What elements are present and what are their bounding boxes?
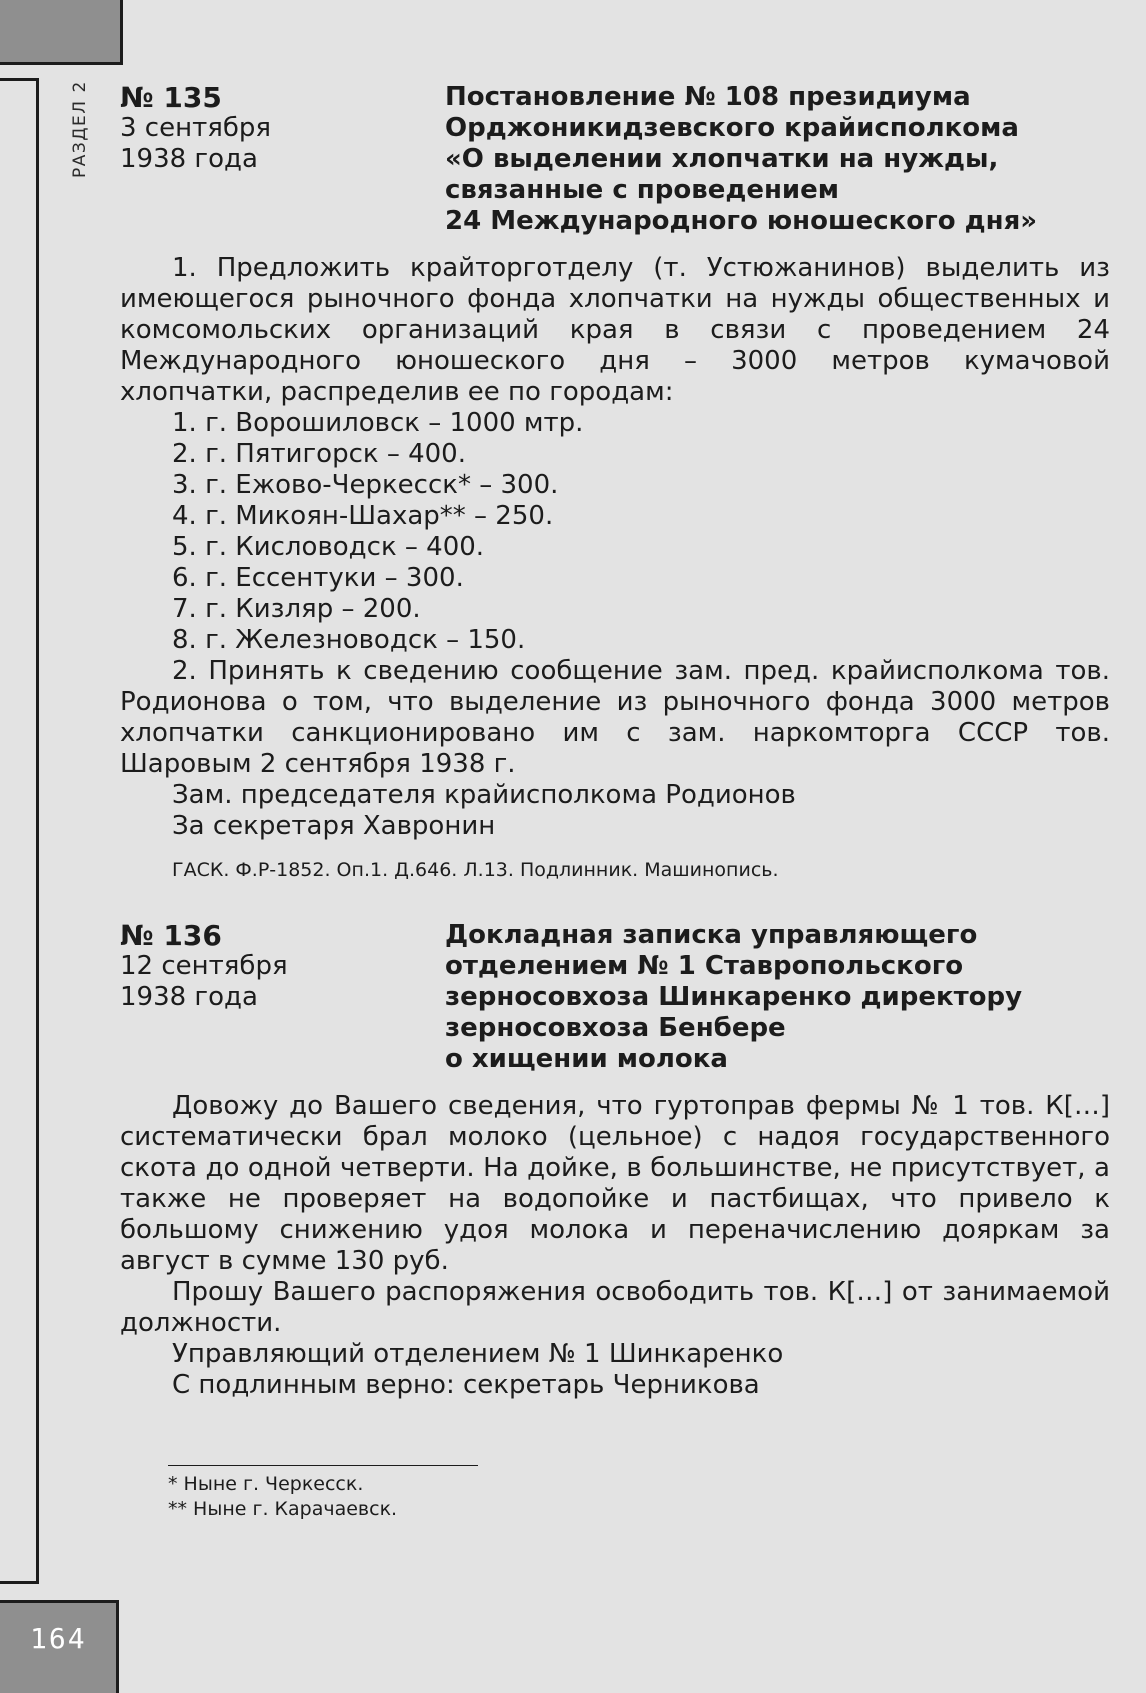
doc-135-title bbox=[445, 82, 1110, 237]
doc-135-date-day: 3 сентября bbox=[120, 113, 272, 143]
doc-136-title-line: отделением № 1 Ставропольского bbox=[445, 951, 964, 981]
doc-136-paragraph-1: Довожу до Вашего сведения, что гуртоправ фермы № 1 тов. К[…] систематически брал молоко (цельное) с надоя государственного скота до одной четверти. На дойке, в большинстве, не присутствует, а также не проверяет на водопойке и пастбищах, что привело к большому снижению удоя молока и переначислению дояркам за август в сумме 130 руб. bbox=[120, 1091, 1110, 1276]
doc-136-number: № 136 bbox=[120, 919, 222, 952]
doc-135-body bbox=[120, 253, 1110, 780]
doc-136-signature-1: Управляющий отделением № 1 Шинкаренко bbox=[172, 1339, 784, 1369]
doc-136-date-year: 1938 года bbox=[120, 982, 258, 1012]
doc-135-paragraph-2: 2. Принять к сведению сообщение зам. пред. крайисполкома тов. Родионова о том, что выделение из рыночного фонда 3000 метров хлопчатки санкционировано им с зам. наркомторга СССР тов. Шаровым 2 сентября 1938 г. bbox=[120, 656, 1110, 779]
doc-136-title-line: Докладная записка управляющего bbox=[445, 920, 978, 950]
doc-136-body bbox=[120, 1091, 1110, 1339]
section-label: РАЗДЕЛ 2 bbox=[70, 80, 90, 178]
doc-135-paragraph-1: 1. Предложить крайторготделу (т. Устюжанинов) выделить из имеющегося рыночного фонда хлопчатки на нужды общественных и комсомольских организаций края в связи с проведением 24 Международного юношеского дня – 3000 метров кумачовой хлопчатки, распределив ее по городам: bbox=[120, 253, 1110, 407]
footnote-divider bbox=[168, 1465, 478, 1466]
doc-136-meta bbox=[120, 920, 445, 1075]
doc-135-title-line: 24 Международного юношеского дня» bbox=[445, 206, 1038, 236]
doc-136-title-line: о хищении молока bbox=[445, 1044, 728, 1074]
list-item: 7. г. Кизляр – 200. bbox=[172, 594, 421, 624]
doc-135-title-line: Постановление № 108 президиума bbox=[445, 82, 971, 112]
doc-135-archive-reference: ГАСК. Ф.Р-1852. Оп.1. Д.646. Л.13. Подлинник. Машинопись. bbox=[172, 859, 779, 881]
list-item: 1. г. Ворошиловск – 1000 мтр. bbox=[172, 408, 584, 438]
doc-135-number: № 135 bbox=[120, 81, 222, 114]
doc-136-title-line: зерносовхоза Шинкаренко директору bbox=[445, 982, 1023, 1012]
side-frame bbox=[0, 78, 39, 1584]
doc-135-signature-1: Зам. председателя крайисполкома Родионов bbox=[172, 780, 796, 810]
list-item: 8. г. Железноводск – 150. bbox=[172, 625, 526, 655]
doc-135-title-line: «О выделении хлопчатки на нужды, bbox=[445, 144, 999, 174]
page-number: 164 bbox=[30, 1622, 87, 1655]
footnote: ** Ныне г. Карачаевск. bbox=[168, 1498, 398, 1520]
doc-135-title-line: связанные с проведением bbox=[445, 175, 840, 205]
list-item: 4. г. Микоян-Шахар** – 250. bbox=[172, 501, 554, 531]
doc-136-paragraph-2: Прошу Вашего распоряжения освободить тов. К[…] от занимаемой должности. bbox=[120, 1277, 1110, 1338]
page-content bbox=[120, 82, 1110, 1522]
doc-135-date-year: 1938 года bbox=[120, 144, 258, 174]
doc-135-meta bbox=[120, 82, 445, 237]
doc-136-title bbox=[445, 920, 1110, 1075]
top-corner-tab bbox=[0, 0, 123, 65]
doc-135-signature-2: За секретаря Хавронин bbox=[172, 811, 496, 841]
doc-135-header bbox=[120, 82, 1110, 237]
doc-136-header bbox=[120, 920, 1110, 1075]
doc-136-title-line: зерносовхоза Бенбере bbox=[445, 1013, 786, 1043]
distribution-list bbox=[120, 408, 1110, 656]
list-item: 3. г. Ежово-Черкесск* – 300. bbox=[172, 470, 559, 500]
list-item: 5. г. Кисловодск – 400. bbox=[172, 532, 485, 562]
list-item: 6. г. Ессентуки – 300. bbox=[172, 563, 464, 593]
list-item: 2. г. Пятигорск – 400. bbox=[172, 439, 466, 469]
footnote: * Ныне г. Черкесск. bbox=[168, 1473, 364, 1495]
doc-135-title-line: Орджоникидзевского крайисполкома bbox=[445, 113, 1019, 143]
doc-136-signature-2: С подлинным верно: секретарь Черникова bbox=[172, 1370, 760, 1400]
doc-136-date-day: 12 сентября bbox=[120, 951, 288, 981]
